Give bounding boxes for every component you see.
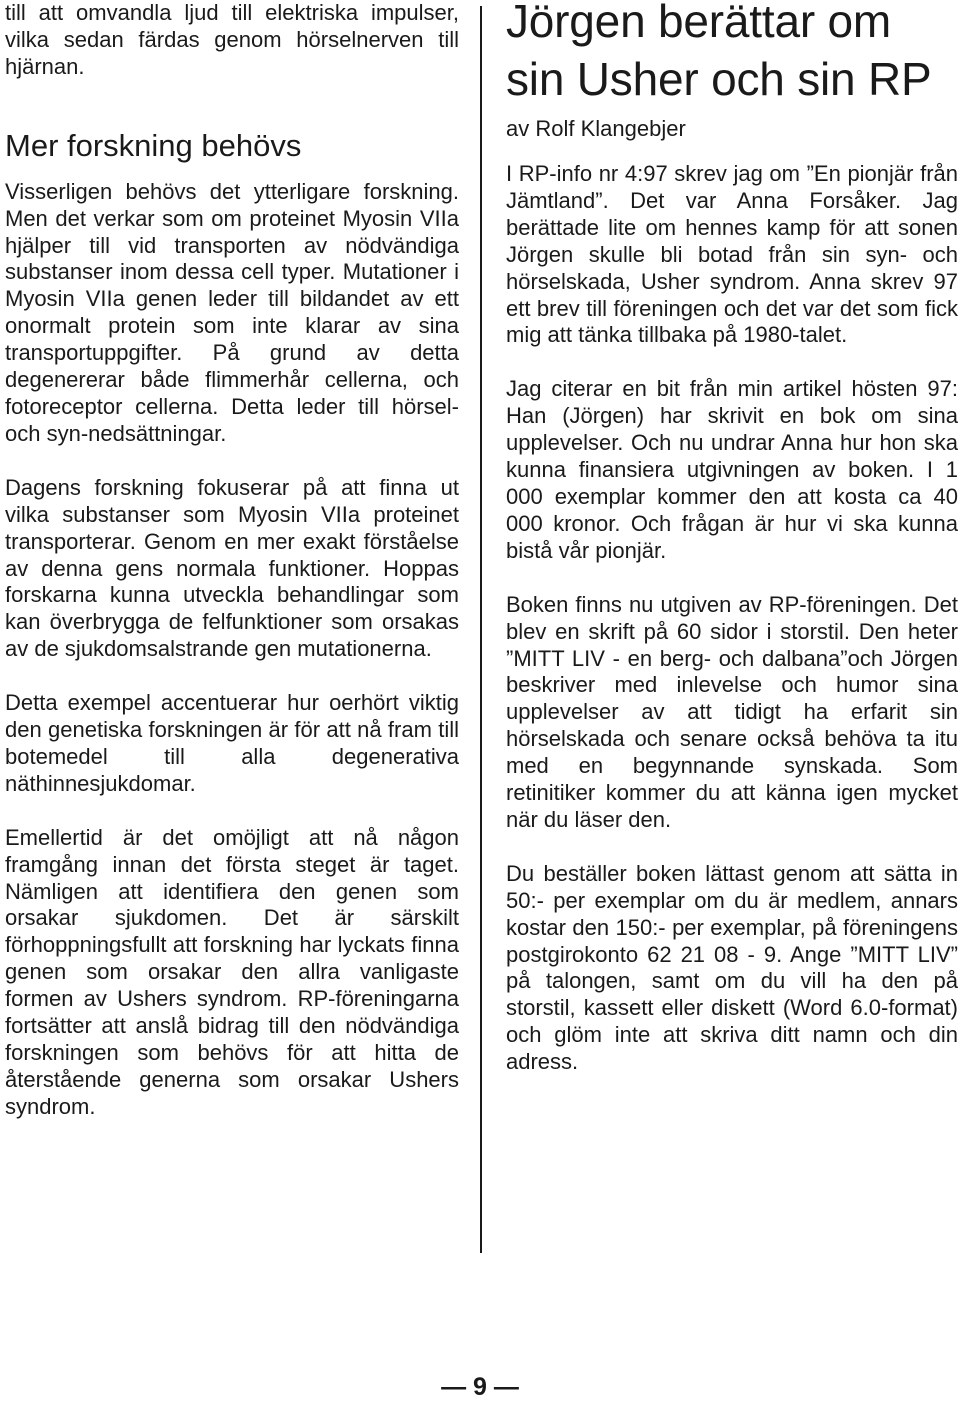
- article-title: Jörgen berättar om sin Usher och sin RP: [506, 0, 932, 105]
- right-column: [506, 0, 958, 1076]
- body-paragraph: I RP-info nr 4:97 skrev jag om ”En pionjär från Jämtland”. Det var Anna Forsåker. Jag berättade lite om hennes kamp för att sonen Jörgen skulle bli botad från sin syn- och hörselskada, Usher syndrom. Anna skrev 97 ett brev till föreningen och det var det som fick mig att tänka tillbaka på 1980-talet.: [506, 161, 958, 348]
- body-paragraph: Detta exempel accentuerar hur oerhört viktig den genetiska forskningen är för att nå fram till botemedel till alla degenerativa näthinnesjukdomar.: [5, 690, 459, 796]
- body-paragraph: Du beställer boken lättast genom att sätta in 50:- per exemplar om du är medlem, annars kostar den 150:- per exemplar, på föreningens postgirokonto 62 21 08 - 9. Ange ”MITT LIV” på talongen, samt om du vill ha den på storstil, kassett eller diskett (Word 6.0-format) och glöm inte att skriva ditt namn och din adress.: [506, 860, 958, 1075]
- body-paragraph: Dagens forskning fokuserar på att finna ut vilka substanser som Myosin VIIa proteinet transporterar. Genom en mer exakt förståelse av denna gens normala funktioner. Hoppas forskarna kunna utveckla behandlingar som kan överbrygga de felfunktioner som orsakas av de sjukdomsalstrande gen mutationerna.: [5, 474, 459, 662]
- intro-paragraph: till att omvandla ljud till elektriska impulser, vilka sedan färdas genom hörselnerven till hjärnan.: [5, 0, 459, 79]
- page-number: — 9 —: [441, 1373, 519, 1401]
- body-paragraph: Boken finns nu utgiven av RP-föreningen. Det blev en skrift på 60 sidor i storstil. Den heter ”MITT LIV - en berg- och dalbana”och Jörgen beskriver med inlevelse och humor sina upplevelser av att tidigt ha erfarit sin hörselskada och senare också behöva ta itu med en begynnande synskada. Som retinitiker kommer du att känna igen mycket när du läser den.: [506, 591, 958, 832]
- body-paragraph: Emellertid är det omöjligt att nå någon framgång innan det första steget är taget. Nämligen att identifiera den genen som orsakar sjukdomen. Det är särskilt förhoppningsfullt att forskning har lyckats finna genen som orsakar den allra vanligaste formen av Ushers syndrom. RP-föreningarna fortsätter att anslå bidrag till den nödvändiga forskningen som behövs för att hitta de återstående generna som orsakar Ushers syndrom.: [5, 824, 459, 1119]
- section-subheading: Mer forskning behövs: [5, 127, 302, 163]
- body-paragraph: Jag citerar en bit från min artikel hösten 97: Han (Jörgen) har skrivit en bok om sina upplevelser. Och nu undrar Anna hur hon ska kunna finansiera utgivningen av boken. I 1 000 exemplar kommer den att kosta ca 40 000 kronor. Och frågan är hur vi ska kunna bistå vår pionjär.: [506, 376, 958, 563]
- byline: av Rolf Klangebjer: [506, 116, 686, 141]
- left-column: [5, 0, 459, 1121]
- column-divider: [480, 6, 482, 1253]
- body-paragraph: Visserligen behövs det ytterligare forskning. Men det verkar som om proteinet Myosin VIIa hjälper till vid transporten av nödvändiga substanser inom dessa cell typer. Mutationer i Myosin VIIa genen leder till bildandet av ett onormalt protein som inte klarar av sina transportuppgifter. På grund av detta degenererar både flimmerhår cellerna, och fotoreceptor cellerna. Detta leder till hörsel- och syn-nedsättningar.: [5, 178, 459, 446]
